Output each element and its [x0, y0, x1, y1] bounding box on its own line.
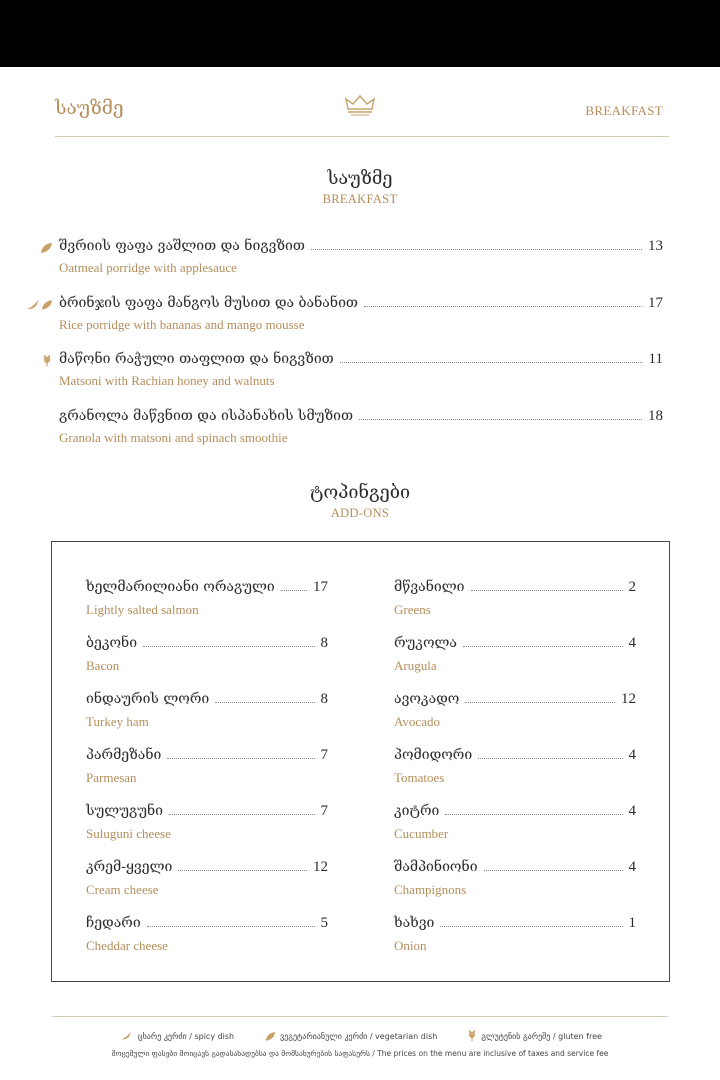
- addon-item: [86, 579, 328, 621]
- addon-name-en: Suluguni cheese: [86, 826, 171, 841]
- menu-item: [59, 238, 663, 282]
- crown-icon: [343, 93, 377, 117]
- header-title-en: BREAKFAST: [585, 103, 663, 118]
- addons-title-ka: ტოპინგები: [309, 482, 411, 503]
- menu-item: [59, 295, 663, 339]
- page-header: [55, 95, 669, 137]
- item-price: 18: [648, 408, 663, 424]
- item-name-en: Rice porridge with bananas and mango mousse: [59, 317, 305, 332]
- addon-price: 4: [628, 747, 636, 763]
- addon-name-en: Tomatoes: [394, 770, 445, 785]
- addon-name-en: Lightly salted salmon: [86, 602, 199, 617]
- addon-name-ka: ხელმარილიანი ორაგული: [86, 579, 275, 595]
- addon-item: [394, 635, 636, 677]
- addon-item: [394, 579, 636, 621]
- addon-name-ka: ავოკადო: [394, 691, 460, 707]
- addon-name-ka: შამპინიონი: [394, 859, 478, 875]
- addon-item: [394, 859, 636, 901]
- item-name-ka: გრანოლა მაწვნით და ისპანახის სმუზით: [59, 408, 353, 424]
- footer-divider: [52, 1016, 668, 1017]
- addon-name-en: Cream cheese: [86, 882, 159, 897]
- legend-vegetarian-text: ვეგეტარიანული კერძი / vegetarian dish: [280, 1031, 438, 1041]
- item-name-en: Matsoni with Rachian honey and walnuts: [59, 373, 275, 388]
- item-name-en: Granola with matsoni and spinach smoothie: [59, 430, 288, 445]
- addon-item: [394, 803, 636, 845]
- legend: [0, 1030, 720, 1042]
- addon-price: 4: [628, 859, 636, 875]
- menu-item: [59, 351, 663, 395]
- legend-spicy: [118, 1031, 234, 1041]
- addon-price: 1: [628, 915, 636, 931]
- header-title-ka: საუზმე: [55, 97, 124, 119]
- addon-name-ka: ბეკონი: [86, 635, 138, 651]
- legend-spicy-text: ცხარე კერძი / spicy dish: [138, 1031, 235, 1041]
- breakfast-section-title: [0, 168, 720, 207]
- addon-price: 12: [313, 859, 328, 875]
- addon-item: [86, 859, 328, 901]
- addon-name-en: Onion: [394, 938, 427, 953]
- addons-section-title: [0, 482, 720, 521]
- addon-price: 4: [628, 803, 636, 819]
- addon-price: 2: [628, 579, 636, 595]
- addon-item: [394, 747, 636, 789]
- addon-price: 8: [320, 691, 328, 707]
- top-black-bar: [0, 0, 720, 67]
- addon-name-ka: პარმეზანი: [86, 747, 162, 763]
- gluten-free-icon: [467, 1030, 477, 1042]
- addon-name-ka: პომიდორი: [394, 747, 473, 763]
- item-price: 13: [648, 238, 663, 254]
- menu-item: [59, 408, 663, 452]
- addon-name-en: Bacon: [86, 658, 120, 673]
- breakfast-title-en: BREAKFAST: [322, 192, 398, 206]
- addon-name-en: Avocado: [394, 714, 440, 729]
- addons-box: [51, 541, 670, 982]
- addon-name-ka: ხახვი: [394, 915, 435, 931]
- addons-title-en: ADD-ONS: [330, 506, 390, 520]
- addon-item: [394, 915, 636, 957]
- addon-name-en: Greens: [394, 602, 431, 617]
- addon-price: 7: [320, 803, 328, 819]
- addon-item: [86, 915, 328, 957]
- vegetarian-icon: [39, 242, 53, 254]
- addon-name-ka: სულუგუნი: [86, 803, 164, 819]
- price-note: მოცემული ფასები მოიცავს გადასახადებსა და მომსახურების საფასურს / The prices on the menu are inclusive of taxes and service fee: [111, 1049, 609, 1058]
- item-name-en: Oatmeal porridge with applesauce: [59, 260, 237, 275]
- item-price: 17: [648, 295, 663, 311]
- addon-price: 8: [320, 635, 328, 651]
- breakfast-title-ka: საუზმე: [327, 168, 393, 189]
- item-name-ka: ბრინჯის ფაფა მანგოს მუსით და ბანანით: [59, 295, 358, 311]
- addon-name-ka: ინდაურის ლორი: [86, 691, 210, 707]
- item-name-ka: მაწონი რაჭული თაფლით და ნიგვზით: [59, 351, 334, 367]
- spicy-icon: [26, 299, 39, 311]
- addon-item: [86, 635, 328, 677]
- addon-name-en: Cheddar cheese: [86, 938, 168, 953]
- legend-gluten-free: [467, 1030, 602, 1042]
- addon-price: 7: [320, 747, 328, 763]
- addon-price: 4: [628, 635, 636, 651]
- addon-name-en: Cucumber: [394, 826, 449, 841]
- spicy-icon: [118, 1031, 134, 1041]
- addon-item: [86, 803, 328, 845]
- addon-name-ka: მწვანილი: [394, 579, 465, 595]
- gluten-free-icon: [41, 355, 53, 367]
- legend-vegetarian: [264, 1031, 437, 1042]
- addon-name-ka: კიტრი: [394, 803, 440, 819]
- addon-price: 12: [621, 691, 636, 707]
- addon-name-en: Turkey ham: [86, 714, 149, 729]
- addon-item: [86, 691, 328, 733]
- item-name-ka: შვრიის ფაფა ვაშლით და ნიგვზით: [59, 238, 305, 254]
- addon-name-en: Parmesan: [86, 770, 137, 785]
- legend-gluten-free-text: გლუტენის გარეშე / gluten free: [481, 1031, 602, 1041]
- vegetarian-icon: [264, 1031, 276, 1042]
- item-price: 11: [648, 351, 663, 367]
- addon-price: 5: [320, 915, 328, 931]
- addon-item: [394, 691, 636, 733]
- addon-price: 17: [313, 579, 328, 595]
- addon-item: [86, 747, 328, 789]
- addon-name-ka: რუკოლა: [394, 635, 457, 651]
- vegetarian-icon: [40, 299, 53, 311]
- addon-name-en: Champignons: [394, 882, 467, 897]
- addon-name-ka: ჩედარი: [86, 915, 141, 931]
- addon-name-ka: კრემ-ყველი: [86, 859, 173, 875]
- addon-name-en: Arugula: [394, 658, 437, 673]
